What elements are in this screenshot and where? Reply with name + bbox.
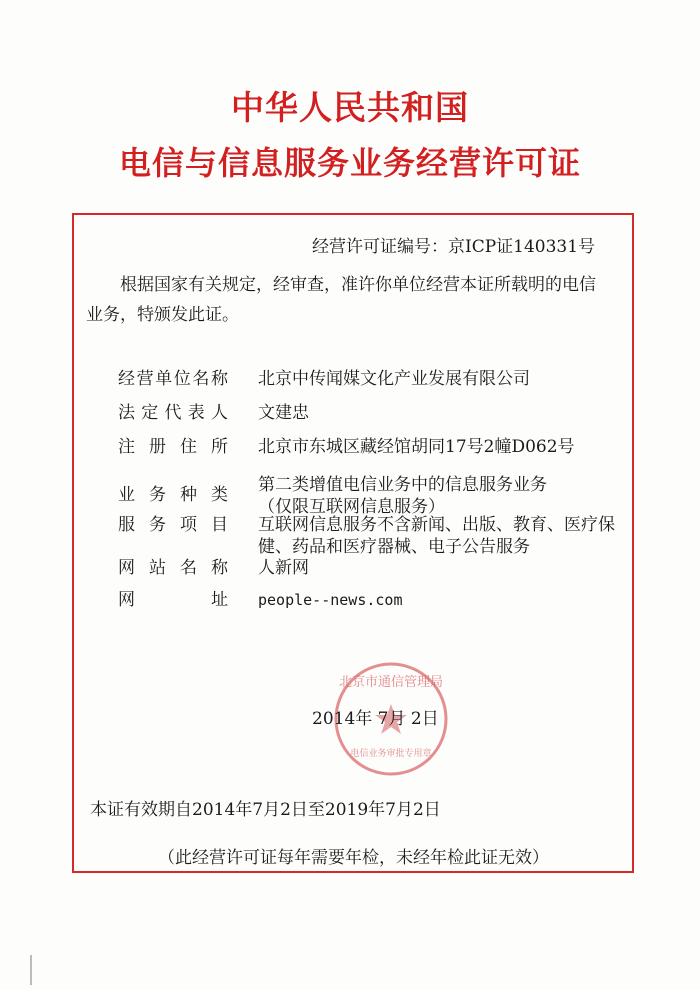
seal-text: 北京市通信管理局: [338, 675, 444, 690]
field-value: 北京市东城区藏经馆胡同17号2幢D062号: [258, 437, 575, 457]
field-value: 第二类增值电信业务中的信息服务业务（仅限互联网信息服务）: [258, 475, 547, 517]
scan-edge-mark: [30, 955, 32, 985]
field-label: 网址: [118, 590, 228, 610]
field-label: 注册住所: [118, 437, 228, 457]
field-value: people--news.com: [258, 591, 403, 609]
seal-inner-text: 电信业务审批专用章: [350, 749, 432, 759]
license-number: 经营许可证编号：京ICP证140331号: [312, 237, 596, 257]
field-value: 互联网信息服务不含新闻、出版、教育、医疗保健、药品和医疗器械、电子公告服务: [258, 515, 615, 557]
field-label: 法定代表人: [118, 403, 228, 423]
field-value: 人新网: [258, 558, 309, 578]
field-label: 服务项目: [118, 515, 228, 535]
field-value: 文建忠: [258, 403, 309, 423]
title-license: 电信与信息服务业务经营许可证: [118, 144, 581, 182]
issue-date: 2014年 7月 2日: [312, 709, 439, 729]
intro-paragraph: 根据国家有关规定，经审查，准许你单位经营本证所载明的电信业务，特颁发此证。: [86, 275, 596, 325]
field-label: 网站名称: [118, 558, 228, 578]
field-label: 经营单位名称: [118, 369, 228, 389]
validity-period: 本证有效期自2014年7月2日至2019年7月2日: [90, 800, 441, 820]
title-country: 中华人民共和国: [231, 88, 469, 127]
field-value: 北京中传闻媒文化产业发展有限公司: [258, 369, 530, 389]
field-label: 业务种类: [118, 485, 228, 505]
annual-inspection-notice: （此经营许可证每年需要年检，未经年检此证无效）: [158, 848, 549, 868]
